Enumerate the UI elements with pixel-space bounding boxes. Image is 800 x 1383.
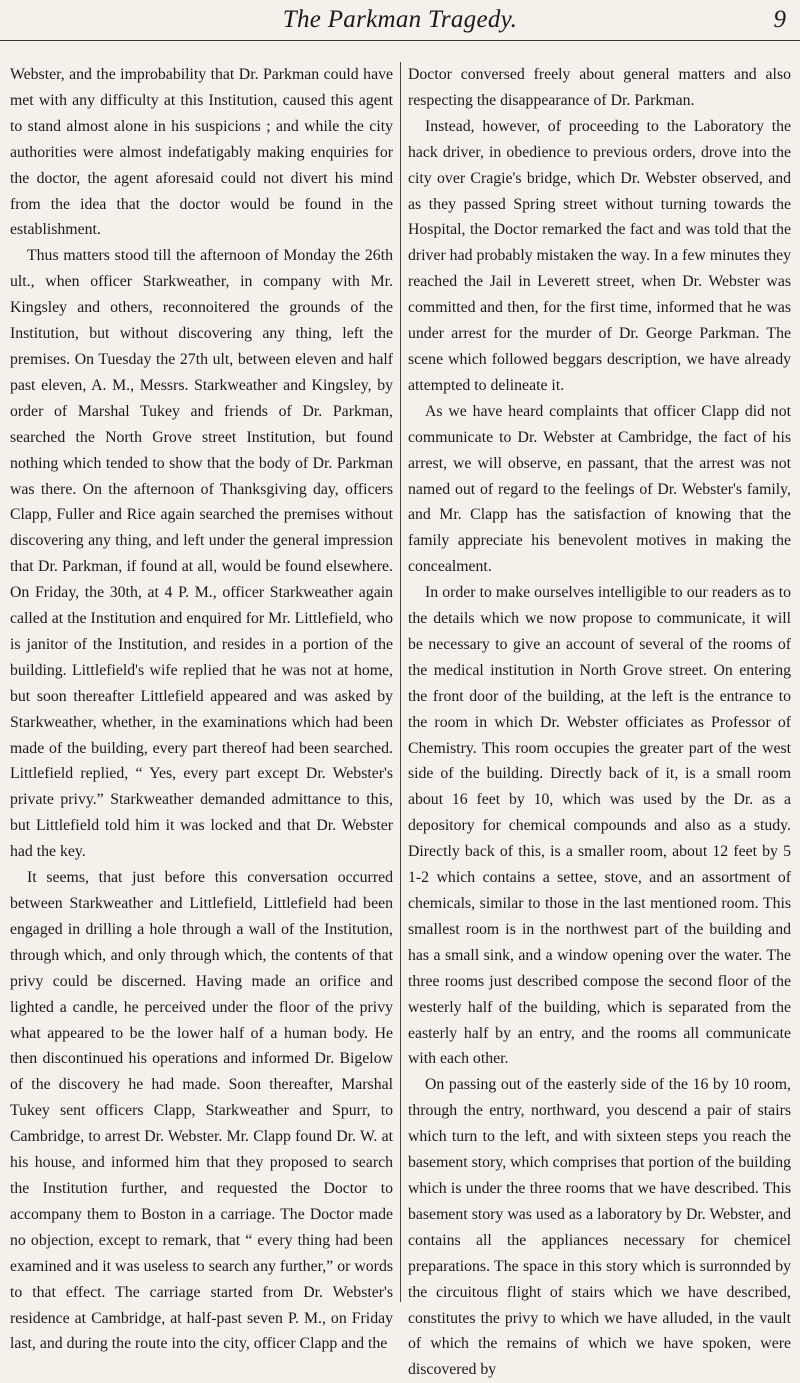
column-divider <box>400 62 401 1302</box>
page-number: 9 <box>773 6 786 33</box>
paragraph: Instead, however, of proceeding to the Laboratory the hack driver, in obedience to previous orders, drove into the city over Cragie's bridge, which Dr. Webster observed, and as they passed Spring street without turning towards the Hospital, the Doctor remarked the fact and was told that the driver had probably mistaken the way. In a few minutes they reached the Jail in Leverett street, when Dr. Webster was committed and then, for the first time, informed that he was under arrest for the murder of Dr. George Parkman. The scene which followed beggars description, we have already attempted to delineate it. <box>408 117 791 394</box>
left-column <box>10 62 393 1357</box>
paragraph: It seems, that just before this conversation occurred between Starkweather and Littlefield, Littlefield had been engaged in drilling a hole through a wall of the Institution, through which, and only through which, the contents of that privy could be discerned. Having made an orifice and lighted a candle, he perceived under the floor of the privy what appeared to be the lower half of a human body. He then discontinued his operations and informed Dr. Bigelow of the discovery he had made. Soon thereafter, Marshal Tukey sent officers Clapp, Starkweather and Spurr, to Cambridge, to arrest Dr. Webster. Mr. Clapp found Dr. W. at his house, and informed him that they proposed to search the Institution further, and requested the Doctor to accompany them to Boston in a carriage. The Doctor made no objection, except to remark, that “ every thing had been examined and it was useless to search any further,” or words to that effect. The carriage started from Dr. Webster's residence at Cambridge, at half-past seven P. M., on Friday last, and during the route into the city, officer Clapp and the <box>10 869 393 1353</box>
running-title: The Parkman Tragedy. <box>282 6 518 33</box>
paragraph: Doctor conversed freely about general matters and also respecting the disappearance of Dr. Parkman. <box>408 66 791 109</box>
paragraph: As we have heard complaints that officer Clapp did not communicate to Dr. Webster at Cambridge, the fact of his arrest, we will observe, en passant, that the arrest was not named out of regard to the feelings of Dr. Webster's family, and Mr. Clapp has the satisfaction of knowing that the family appreciate his benevolent motives in making the concealment. <box>408 402 791 576</box>
right-column <box>408 62 791 1383</box>
paragraph: Webster, and the improbability that Dr. Parkman could have met with any difficulty at this Institution, caused this agent to stand almost alone in his suspicions ; and while the city authorities were almost indefatigably making enquiries for the doctor, the agent aforesaid could not divert his mind from the idea that the doctor would be found in the establishment. <box>10 66 393 239</box>
page-header <box>0 4 800 41</box>
paragraph: Thus matters stood till the afternoon of Monday the 26th ult., when officer Starkweather, in company with Mr. Kingsley and others, reconnoitered the grounds of the Institution, but without discovering any thing, left the premises. On Tuesday the 27th ult, between eleven and half past eleven, A. M., Messrs. Starkweather and Kingsley, by order of Marshal Tukey and friends of Dr. Parkman, searched the North Grove street Institution, but found nothing which tended to show that the body of Dr. Parkman was there. On the afternoon of Thanksgiving day, officers Clapp, Fuller and Rice again searched the premises without discovering any thing, and left under the general impression that Dr. Parkman, if found at all, would be found elsewhere. On Friday, the 30th, at 4 P. M., officer Starkweather again called at the Institution and enquired for Mr. Littlefield, who is janitor of the Institution, and resides in a portion of the building. Littlefield's wife replied that he was not at home, but soon thereafter Littlefield appeared and was asked by Starkweather, whether, in the examinations which had been made of the building, every part thereof had been searched. Littlefield replied, “ Yes, every part except Dr. Webster's private privy.” Starkweather demanded admittance to this, but Littlefield told him it was locked and that Dr. Webster had the key. <box>10 247 393 861</box>
paragraph: On passing out of the easterly side of the 16 by 10 room, through the entry, northward, you descend a pair of stairs which turn to the left, and with sixteen steps you reach the basement story, which comprises that portion of the building which is under the three rooms that we have described. This basement story was used as a laboratory by Dr. Webster, and contains all the appliances necessary for chemicel preparations. The space in this story which is surronnded by the circuitous flight of stairs which we have described, constitutes the privy to which we have alluded, in the vault of which the remains of which we have spoken, were discovered by <box>408 1076 791 1379</box>
paragraph: In order to make ourselves intelligible to our readers as to the details which we now propose to communicate, it will be necessary to give an account of several of the rooms of the medical institution in North Grove street. On entering the front door of the building, at the left is the entrance to the room in which Dr. Webster officiates as Professor of Chemistry. This room occupies the greater part of the west side of the building. Directly back of it, is a small room about 16 feet by 10, which was used by the Dr. as a depository for chemical compounds and also as a study. Directly back of this, is a smaller room, about 12 feet by 5 1-2 which contains a settee, stove, and an assortment of chemicals, similar to those in the last mentioned room. This smallest room is in the northwest part of the building and has a small sink, and a window opening over the water. The three rooms just described compose the second floor of the westerly half of the building, which is separated from the easterly half by an entry, and the rooms all communicate with each other. <box>408 584 791 1068</box>
